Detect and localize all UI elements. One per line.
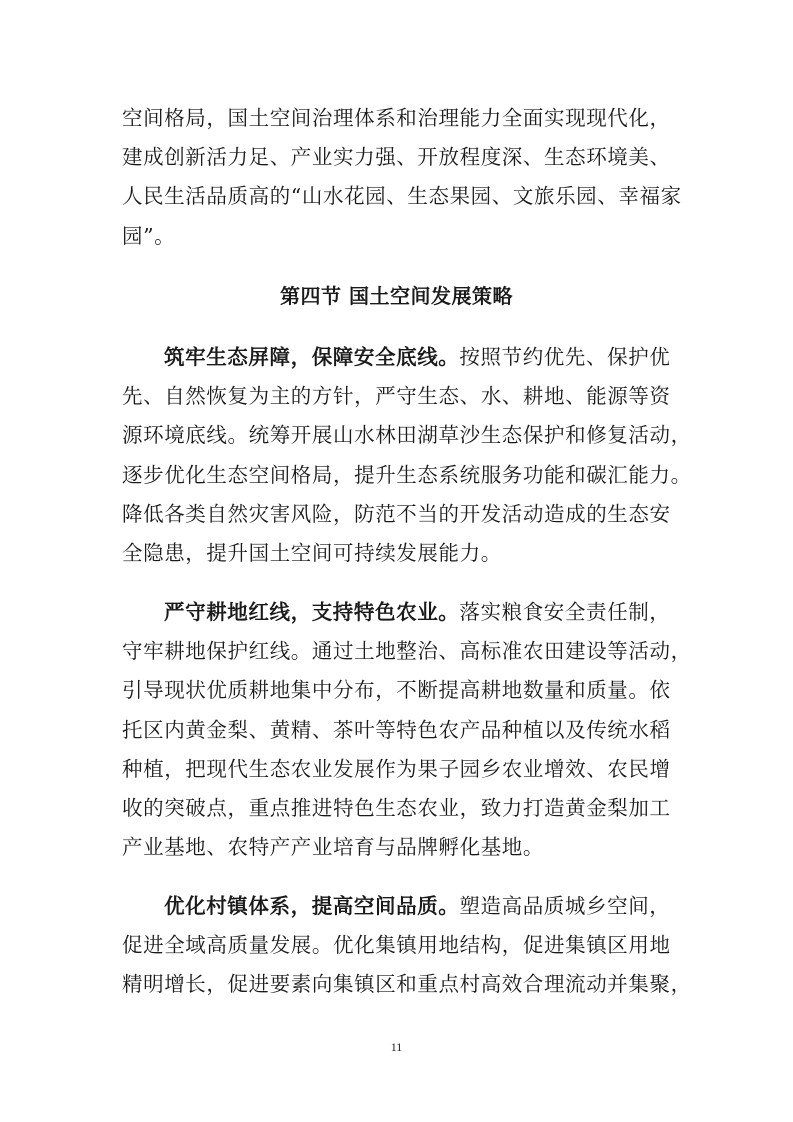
text-line: 空间格局，国土空间治理体系和治理能力全面实现现代化，	[122, 106, 671, 130]
text-line: 先、自然恢复为主的方针，严守生态、水、耕地、能源等资	[122, 384, 671, 409]
text-line: 人民生活品质高的“山水花园、生态果园、文旅乐园、幸福家	[122, 184, 682, 209]
paragraph-lead: 严守耕地红线，支持特色农业。	[164, 600, 460, 624]
text-line: 托区内黄金梨、黄精、茶叶等特色农产品种植以及传统水稻	[122, 717, 671, 742]
paragraph-villages	[122, 887, 692, 1005]
paragraph-text: 落实粮食安全责任制，	[459, 600, 671, 624]
text-line: 逐步优化生态空间格局，提升生态系统服务功能和碳汇能力。	[122, 462, 692, 487]
text-line: 全隐患，提升国土空间可持续发展能力。	[122, 540, 502, 565]
text-line: 种植，把现代生态农业发展作为果子园乡农业增效、农民增	[122, 756, 671, 781]
text-line: 源环境底线。统筹开展山水林田湖草沙生态保护和修复活动，	[122, 423, 692, 448]
text-line: 促进全域高质量发展。优化集镇用地结构，促进集镇区用地	[122, 933, 671, 958]
paragraph-ecology	[122, 338, 692, 573]
text-line: 产业基地、农特产产业培育与品牌孵化基地。	[122, 835, 544, 860]
paragraph-first-line	[122, 338, 682, 377]
text-line: 收的突破点，重点推进特色生态农业，致力打造黄金梨加工	[122, 795, 671, 820]
paragraph-text: 按照节约优先、保护优	[459, 345, 671, 369]
intro-paragraph	[122, 99, 682, 256]
page-number: 11	[390, 1040, 403, 1054]
text-line: 降低各类自然灾害风险，防范不当的开发活动造成的生态安	[122, 501, 671, 526]
text-line: 引导现状优质耕地集中分布，不断提高耕地数量和质量。依	[122, 678, 671, 703]
section-heading: 第四节 国土空间发展策略	[280, 284, 513, 308]
paragraph-first-line	[122, 593, 682, 632]
text-line: 守牢耕地保护红线。通过土地整治、高标准农田建设等活动，	[122, 639, 692, 664]
paragraph-lead: 优化村镇体系，提高空间品质。	[164, 894, 460, 918]
text-line: 建成创新活力足、产业实力强、开放程度深、生态环境美、	[122, 145, 671, 170]
text-line: 精明增长，促进要素向集镇区和重点村高效合理流动并集聚，	[122, 972, 692, 997]
text-line: 园”。	[122, 223, 176, 248]
paragraph-lead: 筑牢生态屏障，保障安全底线。	[164, 345, 460, 369]
paragraph-first-line	[122, 887, 682, 926]
paragraph-farmland	[122, 593, 692, 867]
paragraph-text: 塑造高品质城乡空间，	[459, 894, 671, 918]
